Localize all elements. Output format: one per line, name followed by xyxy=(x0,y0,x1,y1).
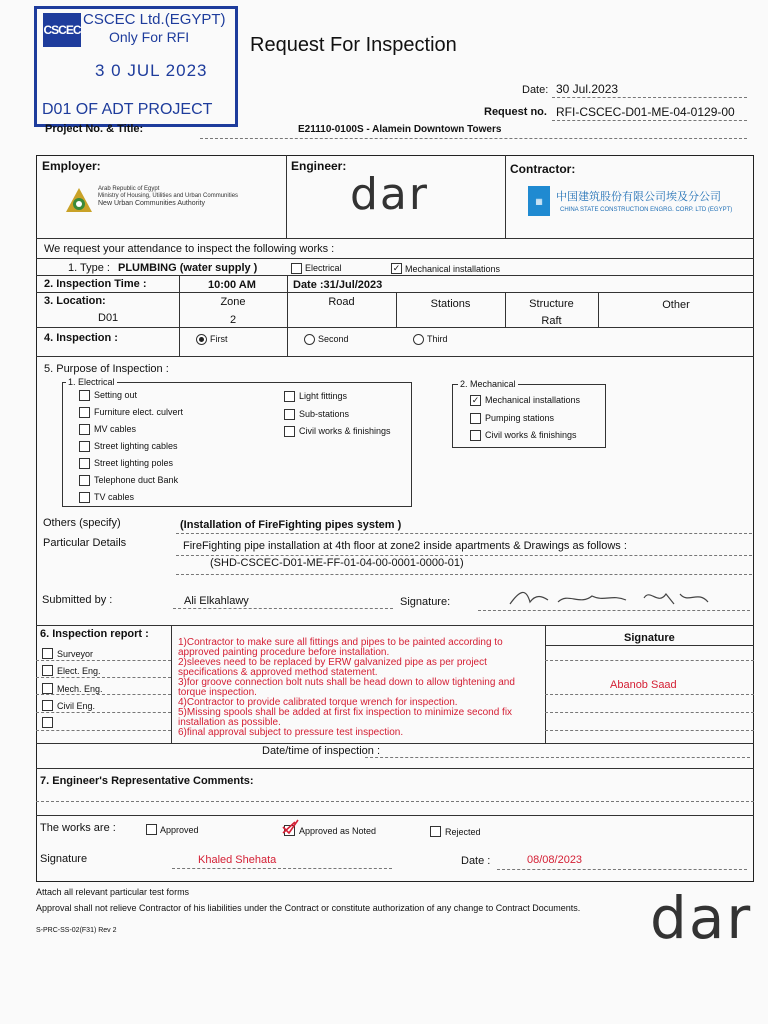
project-value: E21110-0100S - Alamein Downtown Towers xyxy=(298,124,502,135)
electrical-item-b-label-2: Civil works & finishings xyxy=(299,426,391,436)
second-radio[interactable] xyxy=(304,334,315,345)
comment-1: 1)Contractor to make sure all fittings and pipes to be painted according to approved painting procedure before installation. xyxy=(178,637,503,658)
engineer-logo: dar xyxy=(350,169,429,220)
report-signature-header: Signature xyxy=(624,632,675,644)
approved-checkbox[interactable] xyxy=(146,824,157,835)
stations-label: Stations xyxy=(430,298,471,310)
location-value: D01 xyxy=(98,312,119,324)
comment-5: 5)Missing spools shall be added at first fix inspection to minimize second fix installation as possible. xyxy=(178,707,513,728)
comment-3: 3)for groove connection bolt nuts shall be head down to allow tightening and torque inspection. xyxy=(178,677,515,698)
mechanical-item-checkbox-1[interactable] xyxy=(470,413,481,424)
approved-label: Approved xyxy=(160,825,199,835)
particular-line-2: (SHD-CSCEC-D01-ME-FF-01-04-00-0001-0000-01) xyxy=(210,557,464,569)
first-radio[interactable] xyxy=(196,334,207,345)
electrical-item-label-6: TV cables xyxy=(94,492,135,502)
report-role-checkbox-4[interactable] xyxy=(42,717,53,728)
others-value: (Installation of FireFighting pipes system ) xyxy=(180,519,402,531)
electrical-item-b-checkbox-1[interactable] xyxy=(284,409,295,420)
electrical-item-label-0: Setting out xyxy=(94,390,138,400)
approved-noted-label: Approved as Noted xyxy=(299,826,377,836)
electrical-item-label-5: Telephone duct Bank xyxy=(94,475,179,485)
report-role-label-3: Civil Eng. xyxy=(57,701,96,711)
type-label: 1. Type : xyxy=(68,262,110,274)
stamp-company: CSCEC Ltd.(EGYPT) xyxy=(83,11,226,28)
engineer-date-label: Date : xyxy=(461,855,491,867)
mechanical-label: Mechanical installations xyxy=(405,264,501,274)
date-label: Date: xyxy=(522,84,549,96)
footer-logo: dar xyxy=(650,884,753,952)
inspection-time-label: 2. Inspection Time : xyxy=(44,278,147,290)
mechanical-item-label-1: Pumping stations xyxy=(485,412,555,423)
engineer-date-value: 08/08/2023 xyxy=(527,854,583,866)
contractor-label: Contractor: xyxy=(510,162,576,176)
zone-value: 2 xyxy=(229,314,237,326)
stamp-purpose: Only For RFI xyxy=(109,29,190,45)
nuca-emblem-icon xyxy=(64,186,94,216)
employer-authority: New Urban Communities Authority xyxy=(98,200,205,207)
stamp-logo: CSCEC xyxy=(43,13,81,47)
electrical-item-label-3: Street lighting cables xyxy=(94,441,178,451)
submitted-label: Submitted by : xyxy=(42,594,113,606)
structure-label: Structure xyxy=(529,298,574,310)
report-role-label-1: Elect. Eng. xyxy=(57,666,101,676)
signature-label: Signature: xyxy=(400,596,451,608)
electrical-label: Electrical xyxy=(305,263,342,273)
works-label: The works are : xyxy=(40,822,116,834)
footer-note-1: Attach all relevant particular test forms xyxy=(36,887,190,897)
footer-note-2: Approval shall not relieve Contractor of his liabilities under the Contract or constitute authorization of any change to Contract Documents. xyxy=(36,903,581,913)
inspection-date-value: Date :31/Jul/2023 xyxy=(293,279,383,291)
mechanical-checkbox[interactable]: ✓ xyxy=(392,263,401,273)
electrical-item-checkbox-2[interactable] xyxy=(79,424,90,435)
request-no-value: RFI-CSCEC-D01-ME-04-0129-00 xyxy=(556,105,735,119)
employer-ministry: Ministry of Housing, Utilities and Urban Communities xyxy=(98,193,239,199)
second-label: Second xyxy=(318,334,349,344)
employer-country: Arab Republic of Egypt xyxy=(98,186,160,192)
electrical-item-checkbox-4[interactable] xyxy=(79,458,90,469)
particular-line-1: FireFighting pipe installation at 4th floor at zone2 inside apartments & Drawings as follows : xyxy=(183,540,627,552)
engineer-signature-label: Signature xyxy=(40,853,88,865)
rejected-label: Rejected xyxy=(445,827,481,837)
report-label: 6. Inspection report : xyxy=(40,628,149,640)
electrical-item-b-checkbox-0[interactable] xyxy=(284,391,295,402)
location-label: 3. Location: xyxy=(44,295,106,307)
project-label: Project No. & Title: xyxy=(45,123,144,135)
first-label: First xyxy=(210,334,228,344)
electrical-item-checkbox-5[interactable] xyxy=(79,475,90,486)
report-role-checkbox-3[interactable] xyxy=(42,700,53,711)
electrical-item-b-label-0: Light fittings xyxy=(299,391,348,401)
purpose-label: 5. Purpose of Inspection : xyxy=(44,363,169,375)
form-code: S-PRC-SS-02(F31) Rev 2 xyxy=(36,927,117,934)
mechanical-group-title: 2. Mechanical xyxy=(460,379,516,389)
report-signer: Abanob Saad xyxy=(610,679,677,691)
structure-value: Raft xyxy=(541,315,562,327)
others-label: Others (specify) xyxy=(43,517,121,529)
type-value: PLUMBING (water supply ) xyxy=(118,262,258,274)
report-role-checkbox-0[interactable] xyxy=(42,648,53,659)
third-radio[interactable] xyxy=(413,334,424,345)
engineer-label: Engineer: xyxy=(291,159,347,173)
comment-6: 6)final approval subject to pressure test inspection. xyxy=(178,727,404,738)
mechanical-item-checkbox-0[interactable]: ✓ xyxy=(471,395,480,405)
inspection-label: 4. Inspection : xyxy=(44,332,118,344)
electrical-item-checkbox-1[interactable] xyxy=(79,407,90,418)
third-label: Third xyxy=(427,334,448,344)
electrical-checkbox[interactable] xyxy=(291,263,302,274)
inspection-time-value: 10:00 AM xyxy=(208,279,256,291)
datetime-label: Date/time of inspection : xyxy=(262,745,381,757)
mechanical-item-checkbox-2[interactable] xyxy=(470,430,481,441)
report-role-checkbox-2[interactable] xyxy=(42,683,53,694)
report-role-label-0: Surveyor xyxy=(57,649,94,659)
electrical-group-title: 1. Electrical xyxy=(68,377,115,387)
cscec-logo-icon: ▦ xyxy=(528,186,550,216)
electrical-item-checkbox-6[interactable] xyxy=(79,492,90,503)
engineer-comments-label: 7. Engineer's Representative Comments: xyxy=(40,775,254,787)
submitter-signature xyxy=(508,586,718,610)
electrical-item-b-label-1: Sub-stations xyxy=(299,408,350,419)
mechanical-item-label-2: Civil works & finishings xyxy=(485,430,577,440)
date-value: 30 Jul.2023 xyxy=(556,82,619,96)
electrical-item-checkbox-3[interactable] xyxy=(79,441,90,452)
road-label: Road xyxy=(328,296,355,308)
approved-noted-check-mark-icon xyxy=(281,819,299,835)
electrical-item-label-2: MV cables xyxy=(94,424,137,434)
particular-label: Particular Details xyxy=(43,537,127,549)
rejected-checkbox[interactable] xyxy=(430,826,441,837)
other-label: Other xyxy=(662,299,690,311)
stamp-date: 3 0 JUL 2023 xyxy=(95,61,208,80)
request-intro: We request your attendance to inspect the following works : xyxy=(44,243,335,255)
mechanical-item-label-0: Mechanical installations xyxy=(485,395,581,405)
report-role-checkbox-1[interactable] xyxy=(42,665,53,676)
document-title: Request For Inspection xyxy=(250,34,457,56)
inspection-comments xyxy=(178,638,542,738)
report-role-label-2: Mech. Eng. xyxy=(57,684,103,694)
electrical-item-checkbox-0[interactable] xyxy=(79,390,90,401)
approval-stamp xyxy=(34,6,238,127)
comment-4: 4)Contractor to provide calibrated torque wrench for inspection. xyxy=(178,697,458,708)
stamp-project: D01 OF ADT PROJECT xyxy=(42,101,213,118)
request-no-label: Request no. xyxy=(484,106,547,118)
contractor-en: CHINA STATE CONSTRUCTION ENGRG. CORP. LTD (EGYPT) xyxy=(560,207,733,213)
comment-2: 2)sleeves need to be replaced by ERW galvanized pipe as per project specifications & approved method statement. xyxy=(178,657,487,678)
electrical-item-label-1: Furniture elect. culvert xyxy=(94,407,184,417)
zone-label: Zone xyxy=(220,296,246,308)
electrical-item-label-4: Street lighting poles xyxy=(94,458,174,468)
submitted-value: Ali Elkahlawy xyxy=(184,595,249,607)
contractor-cn: 中国建筑股份有限公司埃及分公司 xyxy=(556,191,721,203)
engineer-signature-value: Khaled Shehata xyxy=(198,854,277,866)
electrical-item-b-checkbox-2[interactable] xyxy=(284,426,295,437)
employer-label: Employer: xyxy=(42,159,101,173)
